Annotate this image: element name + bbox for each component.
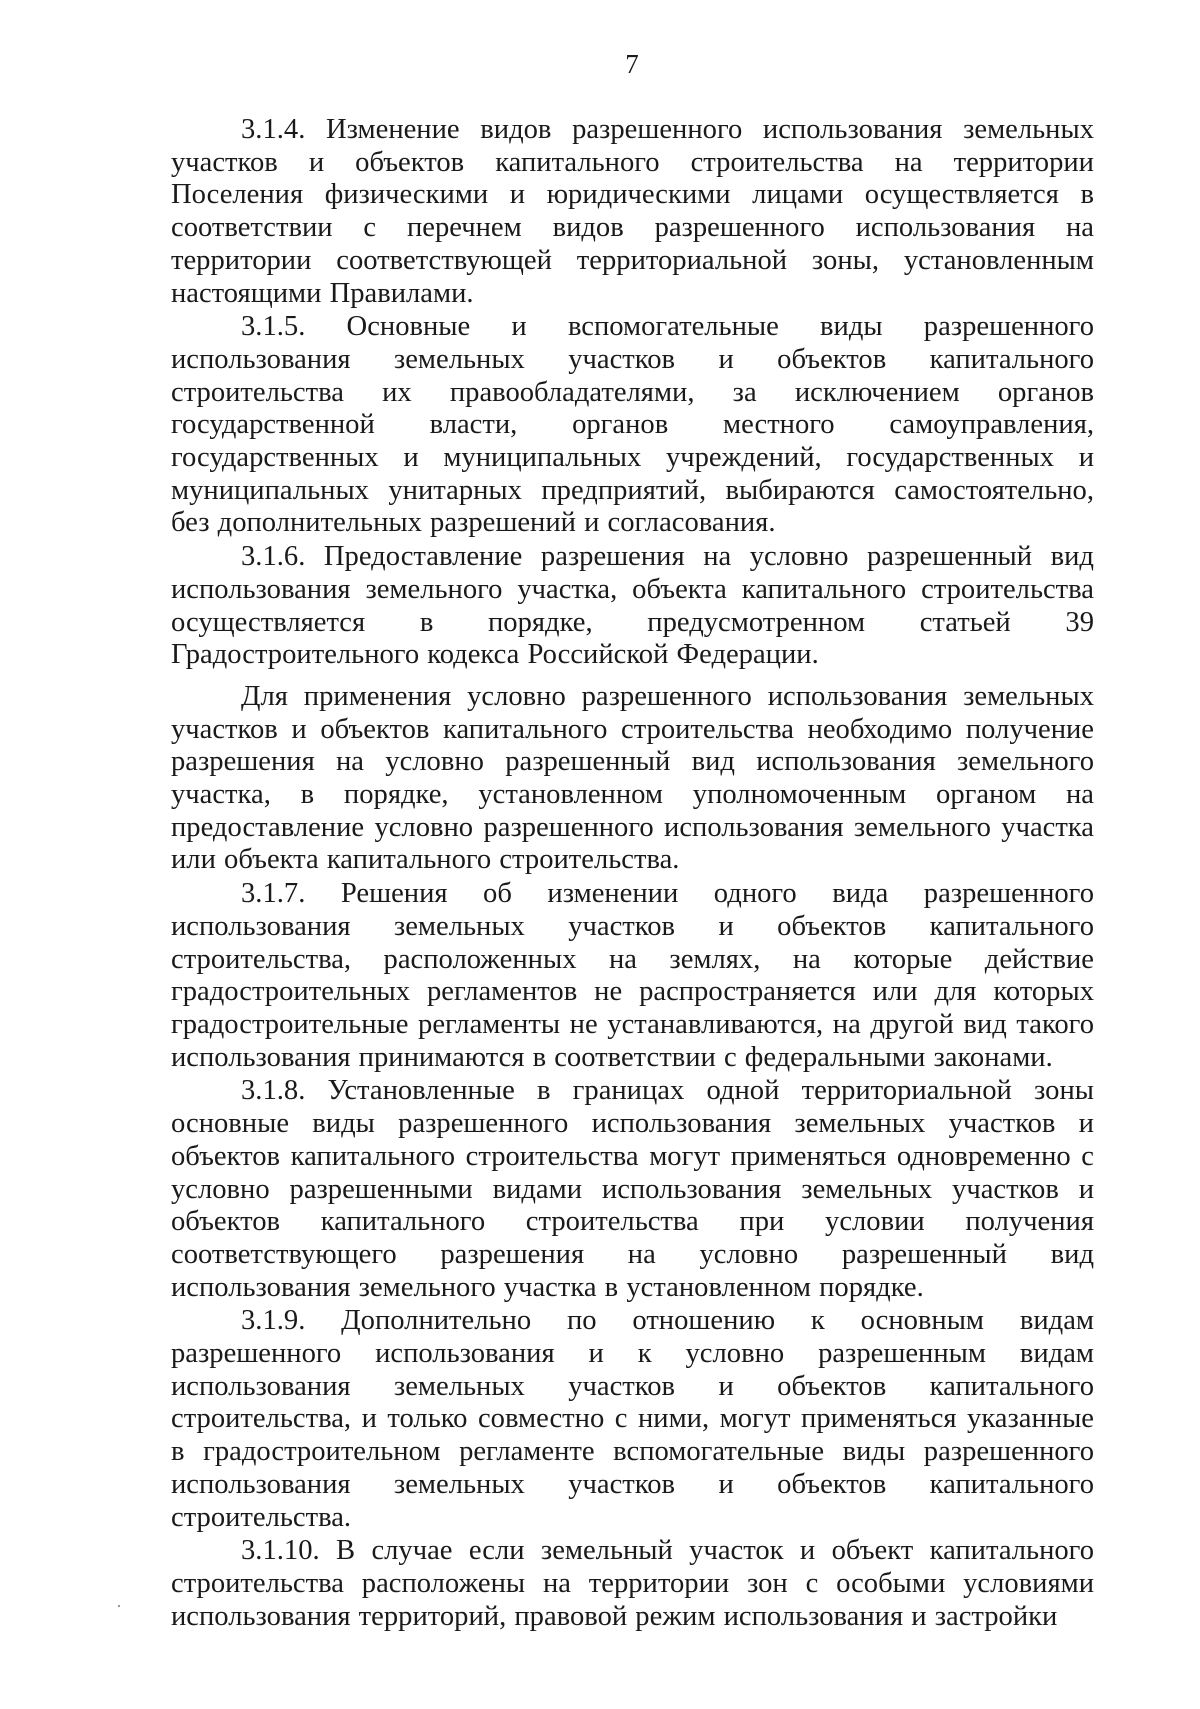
paragraph-3-1-5: 3.1.5. Основные и вспомогательные виды разрешенного использования земельных участков и объектов капитального строительства их правообладателями, за исключением органов государственной власти, органов местного самоуправления, государственных и муниципальных учреждений, государственных и муниципальных унитарных предприятий, выбираются самостоятельно, без дополнительных разрешений и согласования. <box>171 311 1094 539</box>
paragraph-3-1-10: 3.1.10. В случае если земельный участок и объект капитального строительства расположены на территории зон с особыми условиями использования территорий, правовой режим использования и застройки <box>171 1535 1094 1632</box>
document-body <box>171 114 1094 1633</box>
page-number: 7 <box>625 49 639 79</box>
paragraph-3-1-7: 3.1.7. Решения об изменении одного вида разрешенного использования земельных участков и объектов капитального строительства, расположенных на землях, на которые действие градостроительных регламентов не распространяется или для которых градостроительные регламенты не устанавливаются, на другой вид такого использования принимаются в соответствии с федеральными законами. <box>171 878 1094 1073</box>
paragraph-3-1-4: 3.1.4. Изменение видов разрешенного использования земельных участков и объектов капитального строительства на территории Поселения физическими и юридическими лицами осуществляется в соответствии с перечнем видов разрешенного использования на территории соответствующей территориальной зоны, установленным настоящими Правилами. <box>171 114 1094 309</box>
paragraph-3-1-8: 3.1.8. Установленные в границах одной территориальной зоны основные виды разрешенного использования земельных участков и объектов капитального строительства могут применяться одновременно с условно разрешенными видами использования земельных участков и объектов капитального строительства при условии получения соответствующего разрешения на условно разрешенный вид использования земельного участка в установленном порядке. <box>171 1075 1094 1303</box>
paragraph-3-1-9: 3.1.9. Дополнительно по отношению к основным видам разрешенного использования и к условно разрешенным видам использования земельных участков и объектов капитального строительства, и только совместно с ними, могут применяться указанные в градостроительном регламенте вспомогательные виды разрешенного использования земельных участков и объектов капитального строительства. <box>171 1305 1094 1533</box>
paragraph-conditional-use: Для применения условно разрешенного использования земельных участков и объектов капитального строительства необходимо получение разрешения на условно разрешенный вид использования земельного участка, в порядке, установленном уполномоченным органом на предоставление условно разрешенного использования земельного участка или объекта капитального строительства. <box>171 680 1094 876</box>
scan-speck <box>118 1605 120 1607</box>
paragraph-3-1-6: 3.1.6. Предоставление разрешения на условно разрешенный вид использования земельного участка, объекта капитального строительства осуществляется в порядке, предусмотренном статьей 39 Градостроительного кодекса Российской Федерации. <box>171 541 1094 671</box>
